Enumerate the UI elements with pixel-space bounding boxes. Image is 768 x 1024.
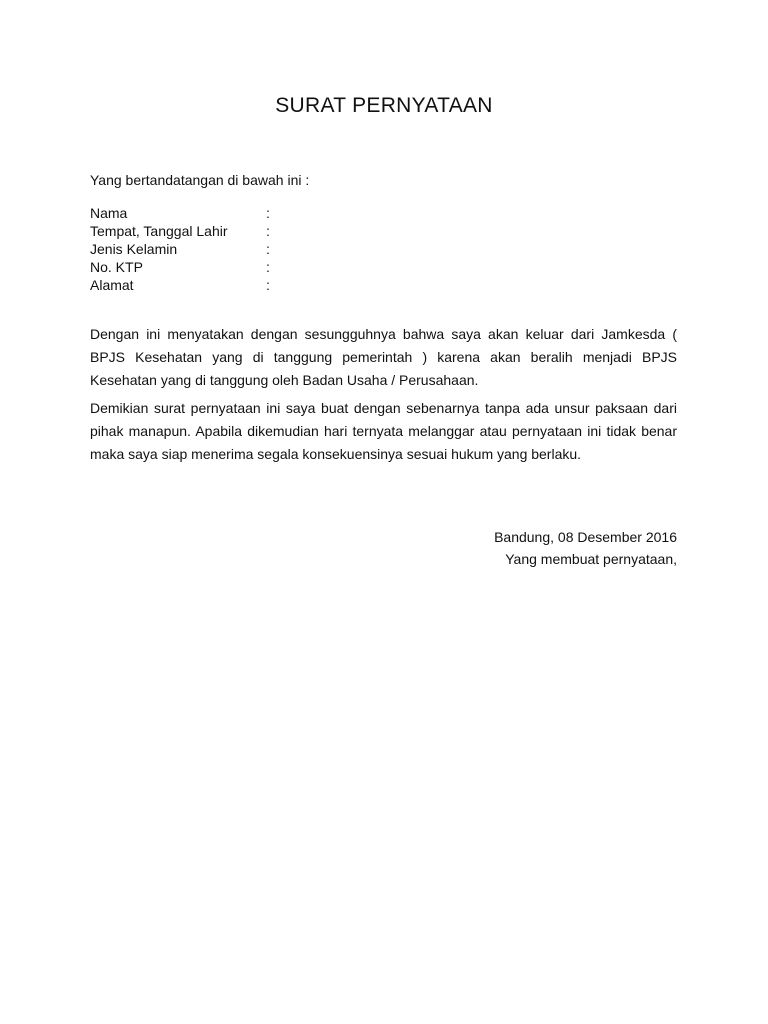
field-row-jenis-kelamin [90, 240, 350, 258]
signature-place-date: Bandung, 08 Desember 2016 [494, 529, 677, 545]
statement-paragraph: Dengan ini menyatakan dengan sesungguhnya bahwa saya akan keluar dari Jamkesda ( BPJS Kesehatan yang di tanggung pemerintah ) karena akan beralih menjadi BPJS Kesehatan yang di tanggung oleh Badan Usaha / Perusahaan. [90, 326, 677, 388]
field-label-tempat-tanggal-lahir: Tempat, Tanggal Lahir [90, 223, 228, 239]
field-separator: : [266, 205, 270, 221]
signature-block [494, 526, 677, 570]
field-label-alamat: Alamat [90, 277, 134, 293]
intro-text: Yang bertandatangan di bawah ini : [90, 172, 310, 188]
field-label-nama: Nama [90, 205, 128, 221]
document-title: SURAT PERNYATAAN [275, 94, 493, 117]
field-row-alamat [90, 276, 350, 294]
identity-fields [90, 204, 350, 294]
field-separator: : [266, 223, 270, 239]
field-separator: : [266, 259, 270, 275]
closing-paragraph: Demikian surat pernyataan ini saya buat dengan sebenarnya tanpa ada unsur paksaan dari pihak manapun. Apabila dikemudian hari ternyata melanggar atau pernyataan ini tidak benar maka saya siap menerima segala konsekuensinya sesuai hukum yang berlaku. [90, 400, 677, 462]
field-row-tempat-tanggal-lahir [90, 222, 350, 240]
field-row-no-ktp [90, 258, 350, 276]
signature-signer-label: Yang membuat pernyataan, [505, 551, 677, 567]
field-label-no-ktp: No. KTP [90, 259, 143, 275]
field-separator: : [266, 241, 270, 257]
field-separator: : [266, 277, 270, 293]
field-label-jenis-kelamin: Jenis Kelamin [90, 241, 178, 257]
field-row-nama [90, 204, 350, 222]
